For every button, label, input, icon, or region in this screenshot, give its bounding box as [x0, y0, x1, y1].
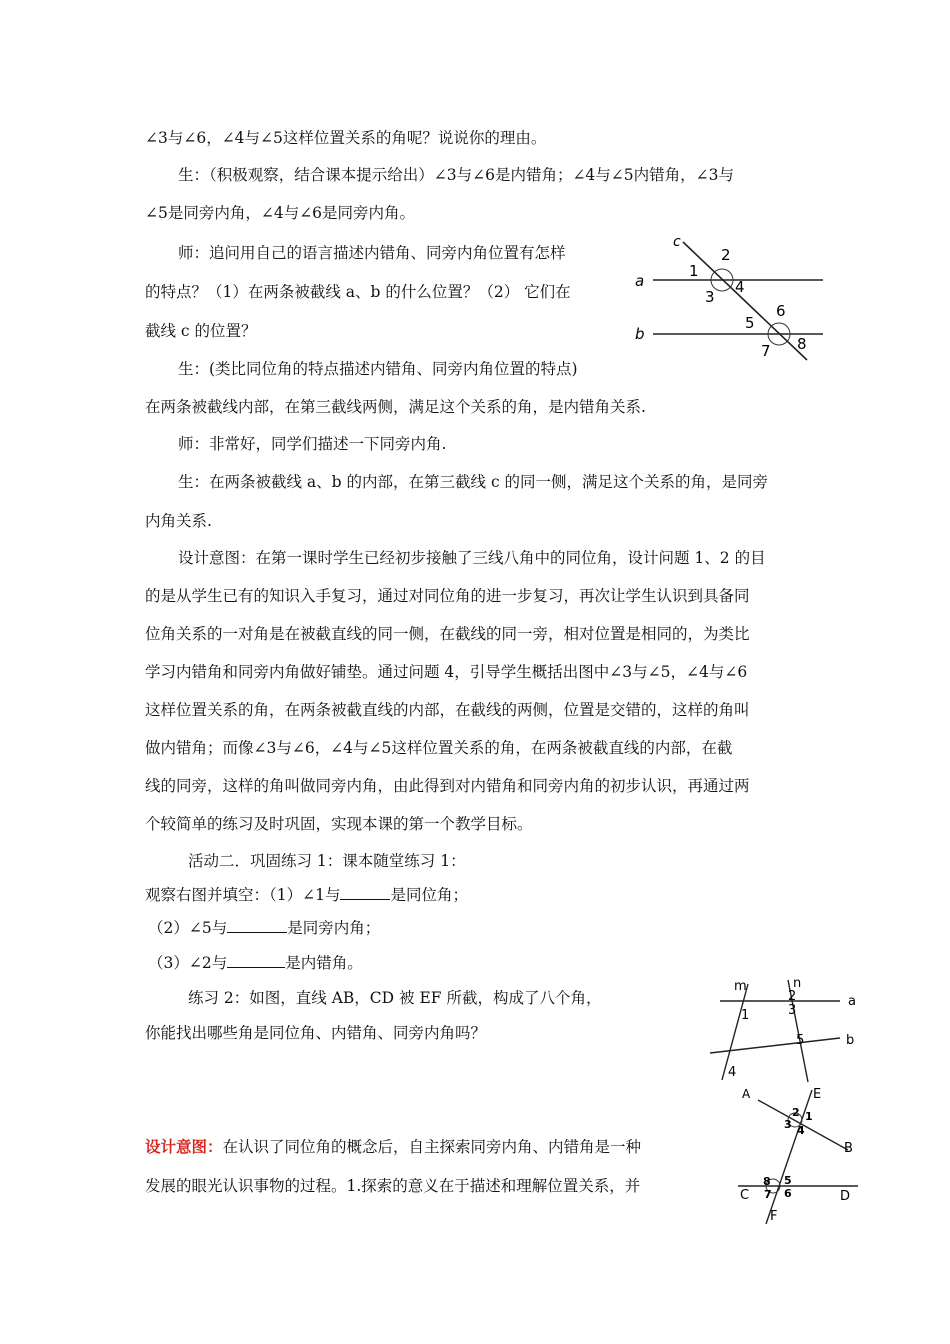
text-line: ∠5是同旁内角，∠4与∠6是同旁内角。: [145, 204, 416, 222]
text-segment: 观察右图并填空：（1）∠1与: [145, 886, 341, 904]
label-b: b: [635, 325, 645, 343]
design-intent-label: 设计意图：: [145, 1137, 223, 1156]
answer-blank[interactable]: [227, 918, 287, 933]
label-n: n: [793, 976, 802, 991]
label-F: F: [770, 1209, 778, 1224]
text-line: 活动二．巩固练习 1：课本随堂练习 1：: [188, 852, 466, 870]
fill-blank-line-2: [148, 918, 380, 938]
angle-label-3: 3: [784, 1118, 792, 1131]
text-line: 师：非常好，同学们描述一下同旁内角.: [178, 435, 447, 453]
angle-label-2: 2: [788, 989, 797, 1004]
angle-label-4: 4: [797, 1124, 805, 1137]
angle-label-4: 4: [735, 278, 745, 296]
design-intent-line: [145, 1137, 641, 1157]
angle-label-1: 1: [805, 1110, 813, 1123]
text-line: ∠3与∠6，∠4与∠5这样位置关系的角呢？说说你的理由。: [145, 129, 547, 147]
text-line: 生：(类比同位角的特点描述内错角、同旁内角位置的特点): [178, 360, 578, 378]
label-m: m: [734, 979, 747, 994]
label-E: E: [813, 1087, 822, 1102]
figure-parallel-lines-abc: [625, 232, 825, 362]
text-line: 生：（积极观察，结合课本提示给出）∠3与∠6是内错角；∠4与∠5内错角，∠3与: [178, 166, 734, 184]
text-line: 在两条被截线内部，在第三截线两侧，满足这个关系的角，是内错角关系.: [145, 398, 646, 416]
label-c: c: [673, 234, 681, 250]
angle-label-3: 3: [705, 288, 715, 306]
angle-label-2: 2: [792, 1106, 800, 1119]
label-B: B: [844, 1141, 853, 1156]
figure-lines-ab-cd-ef: [730, 1082, 870, 1228]
text-line: 设计意图：在第一课时学生已经初步接触了三线八角中的同位角，设计问题 1、2 的目: [178, 549, 766, 567]
label-b: b: [846, 1033, 855, 1048]
fill-blank-line-1: [145, 885, 468, 905]
text-line: 生：在两条被截线 a、b 的内部，在第三截线 c 的同一侧，满足这个关系的角，是同旁: [178, 473, 769, 491]
text-segment: （2）∠5与: [148, 919, 228, 937]
text-segment: 是内错角。: [285, 954, 363, 972]
text-segment: （3）∠2与: [148, 954, 228, 972]
fill-blank-line-3: [148, 953, 363, 973]
line-c: [683, 242, 807, 360]
angle-label-5: 5: [784, 1174, 792, 1187]
text-line: 发展的眼光认识事物的过程。1.探索的意义在于描述和理解位置关系，并: [145, 1177, 641, 1195]
text-line: 做内错角；而像∠3与∠6，∠4与∠5这样位置关系的角，在两条被截直线的内部，在截: [145, 739, 733, 757]
label-C: C: [740, 1188, 750, 1203]
angle-label-8: 8: [763, 1175, 771, 1188]
text-line: 位角关系的一对角是在被截直线的同一侧，在截线的同一旁，相对位置是相同的，为类比: [145, 625, 750, 643]
angle-label-6: 6: [784, 1187, 792, 1200]
angle-label-6: 6: [776, 302, 786, 320]
label-D: D: [840, 1189, 851, 1204]
angle-label-5: 5: [796, 1033, 805, 1048]
angle-label-5: 5: [745, 314, 755, 332]
text-line: 你能找出哪些角是同位角、内错角、同旁内角吗？: [145, 1024, 487, 1042]
text-segment: 在认识了同位角的概念后，自主探索同旁内角、内错角是一种: [222, 1138, 642, 1156]
text-segment: 是同旁内角；: [287, 919, 381, 937]
text-line: 学习内错角和同旁内角做好铺垫。通过问题 4，引导学生概括出图中∠3与∠5，∠4与∠6: [145, 663, 748, 681]
angle-label-1: 1: [741, 1008, 750, 1023]
text-line: 个较简单的练习及时巩固，实现本课的第一个教学目标。: [145, 815, 533, 833]
angle-label-8: 8: [797, 335, 807, 353]
text-line: 师：追问用自己的语言描述内错角、同旁内角位置有怎样: [178, 244, 566, 262]
angle-label-7: 7: [764, 1188, 772, 1201]
text-line: 截线 c 的位置？: [145, 322, 257, 340]
angle-label-2: 2: [721, 246, 731, 264]
angle-label-7: 7: [761, 342, 771, 360]
label-a: a: [848, 994, 856, 1009]
answer-blank[interactable]: [340, 885, 390, 900]
angle-label-1: 1: [689, 262, 699, 280]
answer-blank[interactable]: [227, 953, 285, 968]
angle-label-4: 4: [728, 1065, 737, 1080]
text-line: 的是从学生已有的知识入手复习，通过对同位角的进一步复习，再次让学生认识到具备同: [145, 587, 750, 605]
label-A: A: [742, 1087, 751, 1101]
figure-lines-mnab: [700, 972, 870, 1084]
angle-label-3: 3: [788, 1003, 797, 1018]
text-line: 的特点？（1）在两条被截线 a、b 的什么位置？（2） 它们在: [145, 283, 571, 301]
text-line: 线的同旁，这样的角叫做同旁内角，由此得到对内错角和同旁内角的初步认识，再通过两: [145, 777, 750, 795]
text-line: 内角关系.: [145, 512, 212, 530]
text-line: 练习 2：如图，直线 AB，CD 被 EF 所截，构成了八个角，: [188, 989, 602, 1007]
label-a: a: [635, 272, 645, 290]
text-line: 这样位置关系的角，在两条被截直线的内部，在截线的两侧，位置是交错的，这样的角叫: [145, 701, 750, 719]
text-segment: 是同位角；: [390, 886, 468, 904]
